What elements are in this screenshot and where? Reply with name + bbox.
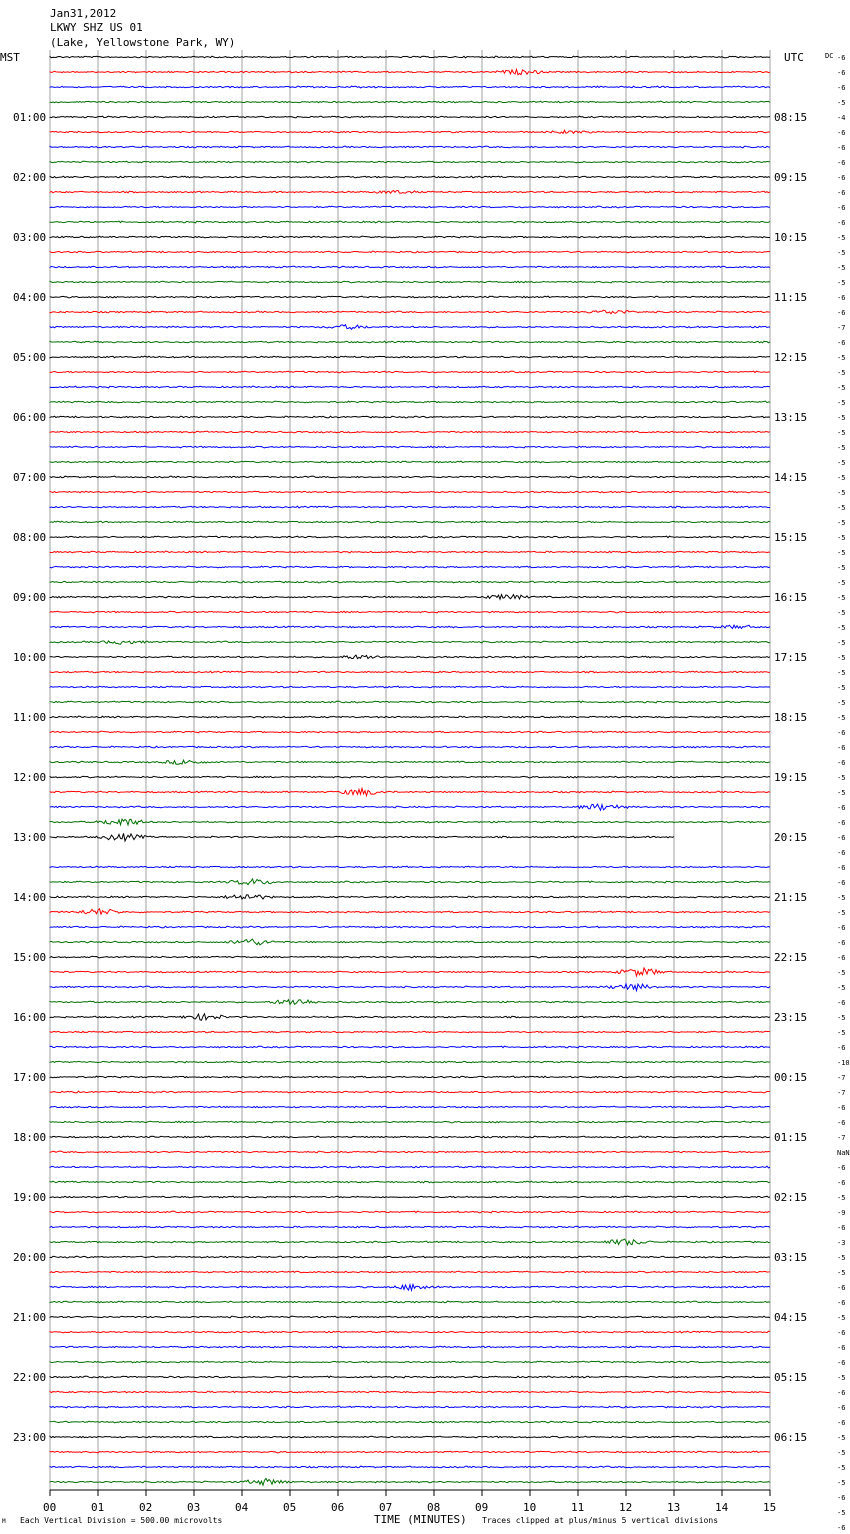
right-hour-label: 23:15	[774, 1011, 808, 1024]
dc-offset-label: -9	[837, 1209, 846, 1217]
trace-39	[50, 641, 770, 644]
dc-offset-label: -5	[837, 639, 846, 647]
right-hour-label: 15:15	[774, 531, 808, 544]
trace-28	[50, 476, 770, 478]
dc-offset-label: -10	[837, 1059, 850, 1067]
dc-offset-label: -6	[837, 219, 846, 227]
dc-offset-label: -5	[837, 1434, 846, 1442]
trace-15	[50, 281, 770, 283]
trace-84	[50, 1316, 770, 1318]
right-hour-label: 05:15	[774, 1371, 808, 1384]
trace-92	[50, 1436, 770, 1438]
dc-offset-label: -6	[837, 339, 846, 347]
dc-offset-label: -5	[837, 534, 846, 542]
trace-91	[50, 1421, 770, 1423]
left-hour-label: 17:00	[13, 1071, 47, 1084]
left-hour-label: 03:00	[13, 231, 47, 244]
trace-35	[50, 581, 770, 583]
dc-offset-label: -5	[837, 1464, 846, 1472]
trace-31	[50, 521, 770, 523]
trace-82	[50, 1285, 770, 1291]
dc-offset-label: -5	[837, 1254, 846, 1262]
trace-43	[50, 701, 770, 703]
trace-5	[50, 130, 770, 133]
dc-offset-label: -5	[837, 444, 846, 452]
left-hour-label: 23:00	[13, 1431, 47, 1444]
left-hour-label: 20:00	[13, 1251, 47, 1264]
dc-offset-label: -6	[837, 954, 846, 962]
trace-80	[50, 1256, 770, 1258]
right-hour-label: 01:15	[774, 1131, 808, 1144]
dc-offset-label: -5	[837, 474, 846, 482]
footer-mark: M	[2, 1518, 6, 1525]
trace-6	[50, 146, 770, 148]
trace-26	[50, 446, 770, 448]
x-tick-label: 05	[283, 1501, 297, 1514]
right-hour-label: 08:15	[774, 111, 808, 124]
trace-63	[50, 1000, 770, 1005]
trace-75	[50, 1181, 770, 1183]
dc-offset-label: NaN	[837, 1149, 850, 1157]
dc-offset-label: -5	[837, 654, 846, 662]
left-hour-label: 09:00	[13, 591, 47, 604]
right-hour-label: 02:15	[774, 1191, 808, 1204]
right-hour-label: 20:15	[774, 831, 808, 844]
dc-offset-label: -5	[837, 594, 846, 602]
trace-13	[50, 251, 770, 253]
trace-49	[50, 788, 770, 795]
dc-offset-label: -6	[837, 204, 846, 212]
trace-69	[50, 1091, 770, 1093]
trace-57	[50, 909, 770, 914]
trace-52	[50, 833, 674, 841]
dc-offset-label: -5	[837, 429, 846, 437]
x-tick-label: 03	[187, 1501, 201, 1514]
dc-offset-label: -5	[837, 1374, 846, 1382]
dc-offset-label: -6	[837, 84, 846, 92]
header-location: (Lake, Yellowstone Park, WY)	[50, 36, 236, 49]
trace-74	[50, 1166, 770, 1168]
dc-offset-label: -6	[837, 189, 846, 197]
trace-44	[50, 716, 770, 718]
dc-offset-label: -5	[837, 234, 846, 242]
right-timezone-label: UTC	[784, 51, 804, 64]
trace-18	[50, 325, 770, 330]
trace-30	[50, 506, 770, 508]
right-hour-label: 16:15	[774, 591, 808, 604]
dc-offset-label: -5	[837, 1314, 846, 1322]
dc-offset-label: -5	[837, 549, 846, 557]
left-hour-label: 10:00	[13, 651, 47, 664]
x-tick-label: 10	[523, 1501, 537, 1514]
trace-71	[50, 1121, 770, 1123]
dc-offset-label: -6	[837, 1044, 846, 1052]
dc-offset-label: -6	[837, 999, 846, 1007]
left-timezone-label: MST	[0, 51, 20, 64]
trace-93	[50, 1451, 770, 1453]
left-hour-label: 06:00	[13, 411, 47, 424]
trace-34	[50, 566, 770, 568]
trace-83	[50, 1301, 770, 1303]
trace-66	[50, 1046, 770, 1048]
trace-73	[50, 1151, 770, 1153]
dc-offset-label: -5	[837, 459, 846, 467]
right-hour-label: 18:15	[774, 711, 808, 724]
trace-88	[50, 1376, 770, 1378]
dc-offset-label: -7	[837, 324, 846, 332]
x-tick-label: 04	[235, 1501, 249, 1514]
left-hour-label: 04:00	[13, 291, 47, 304]
trace-1	[50, 69, 770, 74]
dc-offset-label: -6	[837, 759, 846, 767]
trace-36	[50, 595, 770, 600]
left-hour-label: 15:00	[13, 951, 47, 964]
trace-46	[50, 746, 770, 748]
trace-56	[50, 895, 770, 899]
dc-offset-label: -6	[837, 819, 846, 827]
dc-offset-label: -5	[837, 279, 846, 287]
dc-offset-label: -6	[837, 1404, 846, 1412]
dc-offset-label: -6	[837, 849, 846, 857]
trace-95	[50, 1478, 770, 1485]
dc-offset-label: -5	[837, 1194, 846, 1202]
trace-20	[50, 356, 770, 358]
trace-79	[50, 1239, 770, 1245]
trace-78	[50, 1226, 770, 1228]
dc-offset-label: -5	[837, 504, 846, 512]
left-hour-label: 01:00	[13, 111, 47, 124]
trace-29	[50, 491, 770, 493]
left-hour-label: 07:00	[13, 471, 47, 484]
trace-14	[50, 266, 770, 268]
trace-23	[50, 401, 770, 403]
trace-76	[50, 1196, 770, 1198]
trace-40	[50, 655, 770, 658]
dc-offset-label: -6	[837, 1284, 846, 1292]
trace-16	[50, 296, 770, 298]
trace-47	[50, 760, 770, 764]
left-hour-label: 12:00	[13, 771, 47, 784]
dc-offset-label: -6	[837, 1524, 846, 1532]
right-hour-label: 03:15	[774, 1251, 808, 1264]
left-hour-label: 08:00	[13, 531, 47, 544]
trace-61	[50, 968, 770, 976]
dc-offset-label: -6	[837, 309, 846, 317]
trace-65	[50, 1031, 770, 1033]
dc-offset-label: -7	[837, 1074, 846, 1082]
trace-25	[50, 431, 770, 433]
dc-offset-label: -5	[837, 99, 846, 107]
trace-11	[50, 221, 770, 223]
trace-90	[50, 1406, 770, 1408]
trace-21	[50, 371, 770, 373]
right-hour-label: 21:15	[774, 891, 808, 904]
dc-offset-label: -6	[837, 1224, 846, 1232]
trace-4	[50, 116, 770, 118]
right-hour-labels	[774, 111, 807, 1444]
trace-37	[50, 611, 770, 613]
dc-offset-label: -5	[837, 414, 846, 422]
trace-lines	[50, 56, 770, 1485]
left-hour-label: 16:00	[13, 1011, 47, 1024]
trace-27	[50, 461, 770, 463]
trace-7	[50, 161, 770, 163]
left-hour-labels	[13, 111, 46, 1444]
dc-offset-label: -5	[837, 519, 846, 527]
dc-offset-label: -5	[837, 909, 846, 917]
dc-offset-label: -6	[837, 129, 846, 137]
trace-60	[50, 956, 770, 958]
dc-offset-label: -6	[837, 174, 846, 182]
dc-offset-label: -6	[837, 1389, 846, 1397]
left-hour-label: 02:00	[13, 171, 47, 184]
x-tick-label: 00	[43, 1501, 57, 1514]
x-tick-label: 02	[139, 1501, 153, 1514]
dc-offset-label: -6	[837, 804, 846, 812]
dc-offset-label: -5	[837, 249, 846, 257]
trace-50	[50, 804, 770, 810]
x-tick-label: 14	[715, 1501, 729, 1514]
trace-59	[50, 939, 770, 945]
trace-19	[50, 341, 770, 343]
x-tick-label: 07	[379, 1501, 393, 1514]
dc-offset-label: -6	[837, 1104, 846, 1112]
dc-offset-label: -7	[837, 1134, 846, 1142]
right-hour-label: 04:15	[774, 1311, 808, 1324]
dc-offset-labels	[837, 54, 850, 1534]
dc-offset-label: -5	[837, 1479, 846, 1487]
dc-offset-label: -3	[837, 1239, 846, 1247]
dc-offset-label: -6	[837, 864, 846, 872]
dc-offset-label: -5	[837, 1269, 846, 1277]
dc-offset-label: -5	[837, 894, 846, 902]
trace-9	[50, 190, 770, 193]
header-station: LKWY SHZ US 01	[50, 21, 143, 34]
footer	[2, 1513, 718, 1526]
dc-offset-label: -7	[837, 1089, 846, 1097]
dc-offset-label: -6	[837, 159, 846, 167]
trace-2	[50, 86, 770, 88]
trace-89	[50, 1391, 770, 1393]
right-hour-label: 14:15	[774, 471, 808, 484]
dc-offset-label: -5	[837, 969, 846, 977]
trace-8	[50, 176, 770, 178]
right-hour-label: 19:15	[774, 771, 808, 784]
trace-45	[50, 731, 770, 733]
dc-offset-label: -6	[837, 1419, 846, 1427]
left-hour-label: 05:00	[13, 351, 47, 364]
trace-85	[50, 1331, 770, 1333]
dc-offset-label: -6	[837, 1494, 846, 1502]
dc-offset-label: -5	[837, 1029, 846, 1037]
trace-42	[50, 686, 770, 688]
trace-48	[50, 776, 770, 778]
left-hour-label: 21:00	[13, 1311, 47, 1324]
trace-64	[50, 1014, 770, 1020]
dc-offset-label: -6	[837, 939, 846, 947]
dc-offset-label: -6	[837, 1344, 846, 1352]
dc-offset-label: -5	[837, 384, 846, 392]
trace-86	[50, 1346, 770, 1348]
trace-68	[50, 1076, 770, 1078]
left-hour-label: 19:00	[13, 1191, 47, 1204]
trace-58	[50, 926, 770, 928]
trace-72	[50, 1136, 770, 1138]
trace-41	[50, 671, 770, 673]
header	[0, 7, 833, 64]
dc-offset-label: -6	[837, 69, 846, 77]
right-hour-label: 13:15	[774, 411, 808, 424]
x-axis-title: TIME (MINUTES)	[374, 1513, 467, 1526]
trace-10	[50, 206, 770, 208]
trace-55	[50, 879, 770, 885]
dc-offset-label: -5	[837, 564, 846, 572]
left-hour-label: 11:00	[13, 711, 47, 724]
dc-offset-label: -6	[837, 879, 846, 887]
dc-offset-label: -6	[837, 1119, 846, 1127]
dc-offset-label: -5	[837, 264, 846, 272]
right-hour-label: 10:15	[774, 231, 808, 244]
dc-offset-label: -5	[837, 579, 846, 587]
dc-offset-label: -6	[837, 1329, 846, 1337]
dc-offset-label: -5	[837, 1449, 846, 1457]
dc-offset-label: -6	[837, 1359, 846, 1367]
dc-offset-label: -5	[837, 1014, 846, 1022]
trace-17	[50, 310, 770, 314]
dc-offset-label: -5	[837, 669, 846, 677]
right-hour-label: 11:15	[774, 291, 808, 304]
trace-67	[50, 1061, 770, 1063]
left-hour-label: 14:00	[13, 891, 47, 904]
dc-offset-label: -5	[837, 684, 846, 692]
dc-offset-label: -6	[837, 144, 846, 152]
dc-offset-label: -5	[837, 399, 846, 407]
dc-offset-label: -4	[837, 114, 846, 122]
trace-32	[50, 536, 770, 538]
dc-offset-label: -5	[837, 714, 846, 722]
x-tick-label: 06	[331, 1501, 345, 1514]
left-hour-label: 22:00	[13, 1371, 47, 1384]
dc-offset-label: -5	[837, 609, 846, 617]
trace-22	[50, 386, 770, 388]
dc-offset-label: -6	[837, 1164, 846, 1172]
right-hour-label: 06:15	[774, 1431, 808, 1444]
dc-offset-label: -5	[837, 774, 846, 782]
clip-note: Traces clipped at plus/minus 5 vertical divisions	[482, 1516, 719, 1525]
dc-offset-label: -6	[837, 729, 846, 737]
trace-87	[50, 1361, 770, 1363]
dc-offset-label: -5	[837, 984, 846, 992]
trace-81	[50, 1271, 770, 1273]
trace-3	[50, 101, 770, 103]
trace-94	[50, 1466, 770, 1468]
dc-offset-label: -5	[837, 1509, 846, 1517]
trace-38	[50, 625, 770, 628]
dc-offset-label: -6	[837, 54, 846, 62]
trace-24	[50, 416, 770, 418]
trace-54	[50, 866, 770, 868]
left-hour-label: 18:00	[13, 1131, 47, 1144]
trace-77	[50, 1211, 770, 1213]
trace-12	[50, 236, 770, 238]
dc-offset-label: -5	[837, 789, 846, 797]
right-hour-label: 17:15	[774, 651, 808, 664]
right-hour-label: 09:15	[774, 171, 808, 184]
dc-offset-label: -5	[837, 699, 846, 707]
trace-62	[50, 984, 770, 991]
dc-offset-label: -6	[837, 1299, 846, 1307]
right-hour-label: 00:15	[774, 1071, 808, 1084]
trace-0	[50, 56, 770, 58]
left-hour-label: 13:00	[13, 831, 47, 844]
trace-33	[50, 551, 770, 553]
x-tick-label: 15	[763, 1501, 777, 1514]
x-tick-label: 01	[91, 1501, 105, 1514]
trace-70	[50, 1106, 770, 1108]
dc-offset-label: -6	[837, 744, 846, 752]
right-hour-label: 12:15	[774, 351, 808, 364]
x-tick-label: 12	[619, 1501, 633, 1514]
dc-offset-label: -6	[837, 1179, 846, 1187]
dc-offset-label: -5	[837, 624, 846, 632]
scale-note: Each Vertical Division = 500.00 microvolts	[20, 1516, 223, 1525]
x-tick-label: 09	[475, 1501, 489, 1514]
x-tick-label: 11	[571, 1501, 585, 1514]
dc-label: DC	[825, 52, 834, 60]
x-tick-label: 08	[427, 1501, 441, 1514]
right-hour-label: 22:15	[774, 951, 808, 964]
dc-offset-label: -5	[837, 489, 846, 497]
trace-51	[50, 819, 770, 825]
dc-offset-label: -6	[837, 924, 846, 932]
header-date: Jan31,2012	[50, 7, 117, 20]
x-axis	[43, 1490, 776, 1514]
x-tick-label: 13	[667, 1501, 681, 1514]
dc-offset-label: -6	[837, 294, 846, 302]
dc-offset-label: -5	[837, 354, 846, 362]
dc-offset-label: -6	[837, 834, 846, 842]
dc-offset-label: -5	[837, 369, 846, 377]
